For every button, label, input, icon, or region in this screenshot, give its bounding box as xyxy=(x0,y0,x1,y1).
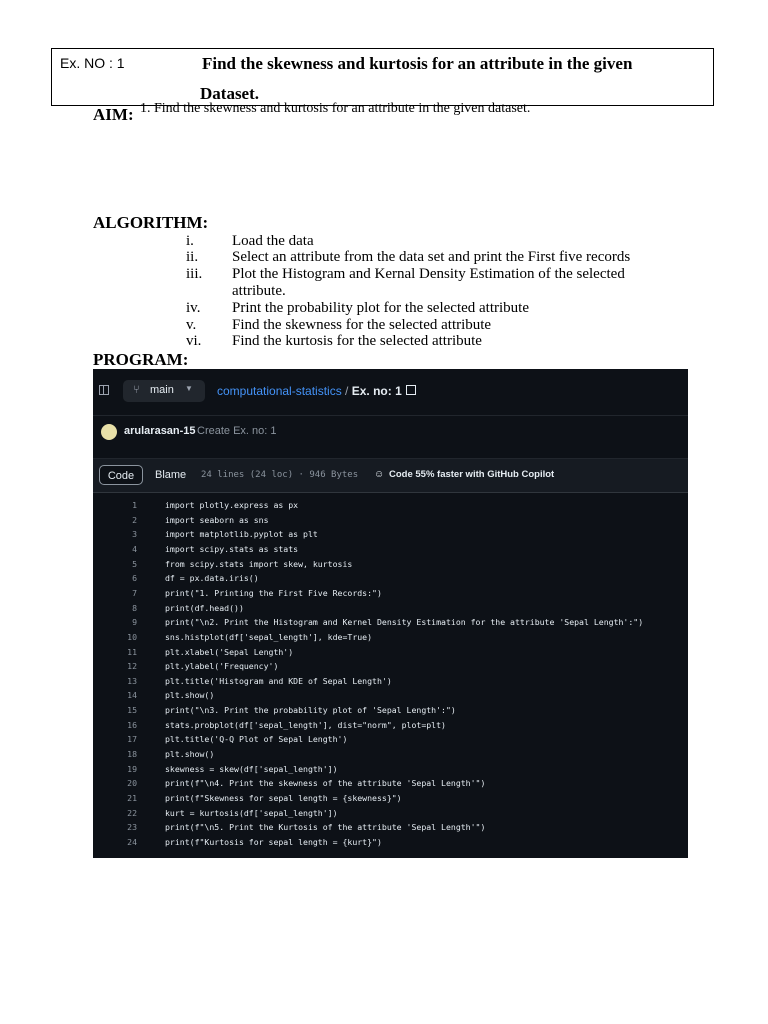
aim-text: 1. Find the skewness and kurtosis for an attribute in the given dataset. xyxy=(140,101,531,116)
breadcrumb xyxy=(217,384,416,398)
line-number[interactable]: 6 xyxy=(132,573,137,584)
line-number[interactable]: 17 xyxy=(127,734,137,745)
step-text: Find the kurtosis for the selected attribute xyxy=(232,333,482,349)
step-text: Print the probability plot for the selected attribute xyxy=(232,300,530,316)
code-line xyxy=(93,647,688,661)
code-line xyxy=(93,837,688,851)
aim-heading: AIM: xyxy=(93,105,134,124)
git-branch-icon: ⑂ xyxy=(133,384,140,396)
algorithm-heading: ALGORITHM: xyxy=(93,213,209,232)
line-code: plt.show() xyxy=(165,690,215,701)
code-line xyxy=(93,632,688,646)
step-text: Plot the Histogram and Kernal Density Estimation of the selected attribute. xyxy=(232,266,625,299)
line-number[interactable]: 12 xyxy=(127,661,137,672)
line-number[interactable]: 24 xyxy=(127,836,137,847)
line-number[interactable]: 13 xyxy=(127,675,137,686)
commit-author[interactable]: arularasan-15 xyxy=(124,425,196,437)
line-number[interactable]: 5 xyxy=(132,558,137,569)
line-number[interactable]: 15 xyxy=(127,705,137,716)
file-nav-bar xyxy=(93,369,688,416)
line-code: print(f"\n4. Print the skewness of the attribute 'Sepal Length'") xyxy=(165,778,486,789)
sidebar-toggle-icon[interactable] xyxy=(99,385,109,395)
branch-selector-button[interactable] xyxy=(123,380,205,402)
exercise-number: Ex. NO : 1 xyxy=(60,55,125,71)
line-code: print(f"\n5. Print the Kurtosis of the attribute 'Sepal Length'") xyxy=(165,822,486,833)
step-number: v. xyxy=(186,317,197,333)
tab-code[interactable]: Code xyxy=(99,465,143,485)
code-screenshot xyxy=(93,369,688,858)
line-number[interactable]: 18 xyxy=(127,749,137,760)
line-number[interactable]: 1 xyxy=(132,500,137,510)
line-number[interactable]: 8 xyxy=(132,602,137,613)
step-number: iv. xyxy=(186,300,201,316)
code-line xyxy=(93,588,688,602)
code-line xyxy=(93,559,688,573)
line-code: print(f"Kurtosis for sepal length = {kurt}") xyxy=(165,836,382,847)
commit-message[interactable]: Create Ex. no: 1 xyxy=(197,425,277,437)
line-number[interactable]: 11 xyxy=(127,646,137,657)
copilot-icon: ☺ xyxy=(374,469,385,480)
code-line xyxy=(93,720,688,734)
line-code: sns.histplot(df['sepal_length'], kde=True) xyxy=(165,631,373,642)
line-code: import seaborn as sns xyxy=(165,514,269,525)
line-code: plt.title('Q-Q Plot of Sepal Length') xyxy=(165,734,348,745)
breadcrumb-separator: / xyxy=(341,384,352,398)
code-line xyxy=(93,808,688,822)
line-code: plt.ylabel('Frequency') xyxy=(165,661,279,672)
file-meta: 24 lines (24 loc) · 946 Bytes xyxy=(201,470,359,480)
code-line xyxy=(93,749,688,763)
code-line xyxy=(93,676,688,690)
copilot-promo-link[interactable]: Code 55% faster with GitHub Copilot xyxy=(389,469,555,480)
line-number[interactable]: 23 xyxy=(127,822,137,833)
step-number: ii. xyxy=(186,249,199,265)
code-line xyxy=(93,778,688,792)
exercise-title-line1: Find the skewness and kurtosis for an attribute in the given xyxy=(202,54,633,73)
line-code: print(df.head()) xyxy=(165,602,244,613)
code-line xyxy=(93,500,688,514)
line-number[interactable]: 3 xyxy=(132,529,137,540)
line-code: print("\n2. Print the Histogram and Kernel Density Estimation for the attribute 'Sepal Length':") xyxy=(165,617,644,628)
code-line xyxy=(93,529,688,543)
line-number[interactable]: 7 xyxy=(132,587,137,598)
code-line xyxy=(93,705,688,719)
line-code: import matplotlib.pyplot as plt xyxy=(165,529,318,540)
step-number: vi. xyxy=(186,333,202,349)
line-code: import scipy.stats as stats xyxy=(165,543,299,554)
code-line xyxy=(93,734,688,748)
code-line xyxy=(93,822,688,836)
latest-commit-row xyxy=(93,416,688,459)
code-line xyxy=(93,661,688,675)
line-number[interactable]: 16 xyxy=(127,719,137,730)
line-code: print(f"Skewness for sepal length = {skewness}") xyxy=(165,793,402,803)
code-line xyxy=(93,690,688,704)
line-number[interactable]: 22 xyxy=(127,807,137,818)
file-header xyxy=(93,459,688,493)
exercise-title-line2: Dataset. xyxy=(200,84,260,103)
code-line xyxy=(93,573,688,587)
line-code: import plotly.express as px xyxy=(165,500,299,510)
program-heading: PROGRAM: xyxy=(93,350,189,369)
line-code: plt.xlabel('Sepal Length') xyxy=(165,646,294,657)
step-number: iii. xyxy=(186,266,203,282)
avatar[interactable] xyxy=(101,424,117,440)
branch-name: main xyxy=(150,384,174,396)
line-code: df = px.data.iris() xyxy=(165,573,259,584)
line-number[interactable]: 19 xyxy=(127,763,137,774)
line-code: skewness = skew(df['sepal_length']) xyxy=(165,763,338,774)
line-number[interactable]: 4 xyxy=(132,543,137,554)
code-line xyxy=(93,793,688,807)
code-line xyxy=(93,544,688,558)
line-code: from scipy.stats import skew, kurtosis xyxy=(165,558,353,569)
line-number[interactable]: 21 xyxy=(127,793,137,803)
step-text: Select an attribute from the data set and print the First five records xyxy=(232,249,631,265)
line-number[interactable]: 2 xyxy=(132,514,137,525)
line-number[interactable]: 10 xyxy=(127,631,137,642)
code-line xyxy=(93,603,688,617)
line-code: stats.probplot(df['sepal_length'], dist="norm", plot=plt) xyxy=(165,719,446,730)
line-number[interactable]: 9 xyxy=(132,617,137,628)
line-code: kurt = kurtosis(df['sepal_length']) xyxy=(165,807,338,818)
repo-link[interactable]: computational-statistics xyxy=(217,384,342,398)
code-line xyxy=(93,764,688,778)
file-name: Ex. no: 1 xyxy=(351,384,402,398)
chevron-down-icon: ▼ xyxy=(185,384,193,393)
code-line xyxy=(93,515,688,529)
tab-blame[interactable]: Blame xyxy=(155,469,187,481)
line-code: print("1. Printing the First Five Records:") xyxy=(165,587,382,598)
code-line xyxy=(93,617,688,631)
line-number[interactable]: 20 xyxy=(127,778,137,789)
step-number: i. xyxy=(186,233,194,249)
step-text: Find the skewness for the selected attribute xyxy=(232,317,492,333)
line-code: plt.title('Histogram and KDE of Sepal Length') xyxy=(165,675,392,686)
line-code: plt.show() xyxy=(165,749,215,760)
copy-icon[interactable] xyxy=(406,385,416,395)
line-number[interactable]: 14 xyxy=(127,690,137,701)
step-text: Load the data xyxy=(232,233,314,249)
line-code: print("\n3. Print the probability plot of 'Sepal Length':") xyxy=(165,705,456,716)
